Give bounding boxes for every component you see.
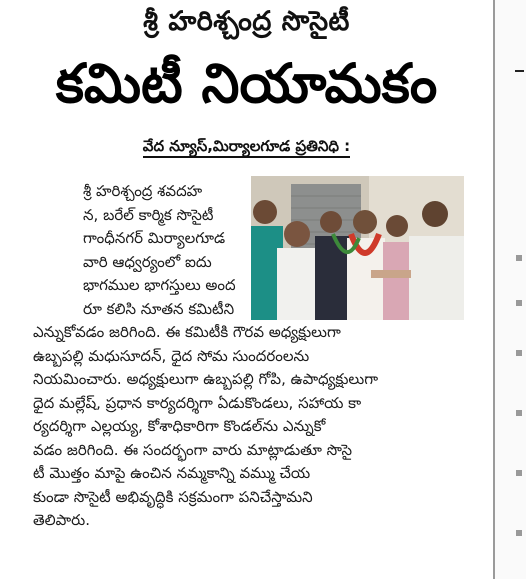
adjacent-column-strip <box>495 0 526 579</box>
article-body-line: శ్రీ హరిశ్చంద్ర శవదహ <box>83 182 203 200</box>
article-body-line: వారి ఆధ్వర్యంలో ఐదు <box>83 252 212 271</box>
adjacent-column-mark <box>516 255 522 261</box>
article-byline <box>0 137 493 159</box>
article-body-line: రూ కలిసి నూతన కమిటీని <box>83 299 235 318</box>
article-body-line: భాగముల భాగస్తులు అంద <box>83 276 236 294</box>
article-body-line: ధైద మల్లేష్, ప్రధాన కార్యదర్శిగా ఏడుకొండలు, సహాయ కా <box>33 393 362 412</box>
article-body-line: ర్యదర్శిగా ఎల్లయ్య, కోశాధికారిగా కొండల్‌ను ఎన్నుకో <box>33 417 326 435</box>
article-kicker: శ్రీ హరిశ్చంద్ర సొసైటీ <box>143 6 350 37</box>
adjacent-column-mark <box>516 350 522 356</box>
adjacent-column-mark <box>516 410 522 416</box>
article-body-line: తెలిపారు. <box>33 511 90 529</box>
article-body-line: టీ మొత్తం మాపై ఉంచిన నమ్మకాన్ని వమ్ము చేయ <box>33 464 311 482</box>
article-headline: కమిటీ నియామకం <box>55 52 438 115</box>
article-body <box>33 180 485 533</box>
article-body-line: నియమించారు. అధ్యక్షులుగా ఉబ్బపల్లి గోపి, ఉపాధ్యక్షులుగా <box>33 370 379 388</box>
adjacent-column-mark <box>516 300 522 306</box>
article-body-line: ఉబ్బపల్లి మధుసూదన్, ధైద సోమ సుందరంలను <box>33 346 310 365</box>
article-body-line: న, బరేల్ కార్మిక సొసైటీ <box>83 205 214 224</box>
article-body-line: ఎన్నుకోవడం జరిగింది. ఈ కమిటీకి గౌరవ అధ్యక్షులుగా <box>33 323 341 341</box>
adjacent-column-mark <box>516 470 522 476</box>
column-divider <box>493 0 495 579</box>
article-body-line: వడం జరిగింది. ఈ సందర్భంగా వారు మాట్లాడుతూ సొసై <box>33 440 353 459</box>
article-body-line: కుండా సొసైటీ అభివృద్ధికి సక్రమంగా పనిచేస్తామని <box>33 487 313 506</box>
adjacent-column-mark <box>516 530 522 536</box>
byline-text: వేద న్యూస్,మిర్యాలగూడ ప్రతినిధి : <box>143 137 350 158</box>
article-body-line: గాంధీనగర్ మిర్యాలగూడ <box>83 229 226 247</box>
adjacent-column-mark <box>515 70 524 72</box>
